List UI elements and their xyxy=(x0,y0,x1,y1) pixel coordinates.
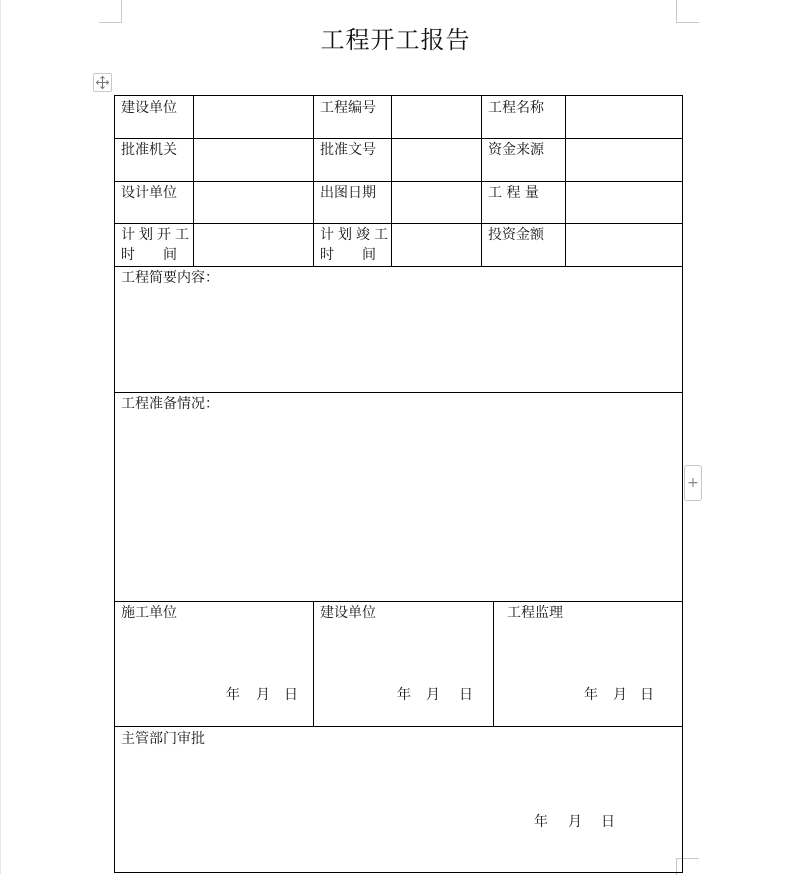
column-divider xyxy=(313,95,314,266)
date-year: 年 xyxy=(226,687,240,703)
row-divider xyxy=(114,392,683,393)
row-divider xyxy=(114,266,683,267)
row-divider xyxy=(114,138,683,139)
date-month: 月 xyxy=(613,687,627,703)
date-month: 月 xyxy=(568,814,582,830)
label-authority-approval: 主管部门审批 xyxy=(121,731,205,747)
date-year: 年 xyxy=(584,687,598,703)
label-build-unit: 建设单位 xyxy=(121,100,177,116)
plus-icon: + xyxy=(687,475,699,491)
row-divider xyxy=(114,223,683,224)
column-divider xyxy=(565,95,566,266)
date-day: 日 xyxy=(284,687,298,703)
label-fund-source: 资金来源 xyxy=(488,142,544,158)
row-divider xyxy=(114,601,683,602)
table-border-left xyxy=(114,95,115,873)
table-border-right xyxy=(682,95,683,873)
date-day: 日 xyxy=(459,687,473,703)
row-divider xyxy=(114,181,683,182)
table-border-top xyxy=(114,95,683,96)
label-quantity: 工 程 量 xyxy=(488,185,539,201)
column-divider xyxy=(493,601,494,726)
label-investment: 投资金额 xyxy=(488,227,544,243)
label-project-summary: 工程简要内容： xyxy=(121,270,219,286)
label-build-unit-sign: 建设单位 xyxy=(320,605,376,621)
date-build-unit xyxy=(397,685,473,706)
date-construction-unit xyxy=(226,685,298,706)
column-divider xyxy=(313,601,314,726)
label-plan-start-line1: 计划开工 xyxy=(121,227,193,243)
label-project-name: 工程名称 xyxy=(488,100,544,116)
date-supervision xyxy=(584,685,654,706)
label-plan-finish-line1: 计划竣工 xyxy=(320,227,392,243)
date-year: 年 xyxy=(534,814,548,830)
label-supervision: 工程监理 xyxy=(507,605,563,621)
date-day: 日 xyxy=(640,687,654,703)
column-divider xyxy=(193,95,194,266)
date-authority-approval xyxy=(534,812,615,833)
date-month: 月 xyxy=(426,687,440,703)
date-year: 年 xyxy=(397,687,411,703)
label-plan-finish-line2: 时 间 xyxy=(320,247,376,263)
label-approval-doc: 批准文号 xyxy=(320,142,376,158)
label-project-no: 工程编号 xyxy=(320,100,376,116)
date-month: 月 xyxy=(256,687,270,703)
label-approval-org: 批准机关 xyxy=(121,142,177,158)
label-plan-start-line2: 时 间 xyxy=(121,247,177,263)
label-construction-unit: 施工单位 xyxy=(121,605,177,621)
date-day: 日 xyxy=(601,814,615,830)
label-design-unit: 设计单位 xyxy=(121,185,177,201)
label-project-preparation: 工程准备情况： xyxy=(121,396,219,412)
column-divider xyxy=(481,95,482,266)
table-border-bottom xyxy=(114,872,683,873)
row-divider xyxy=(114,726,683,727)
label-drawing-date: 出图日期 xyxy=(320,185,376,201)
document-title: 工程开工报告 xyxy=(320,26,471,54)
